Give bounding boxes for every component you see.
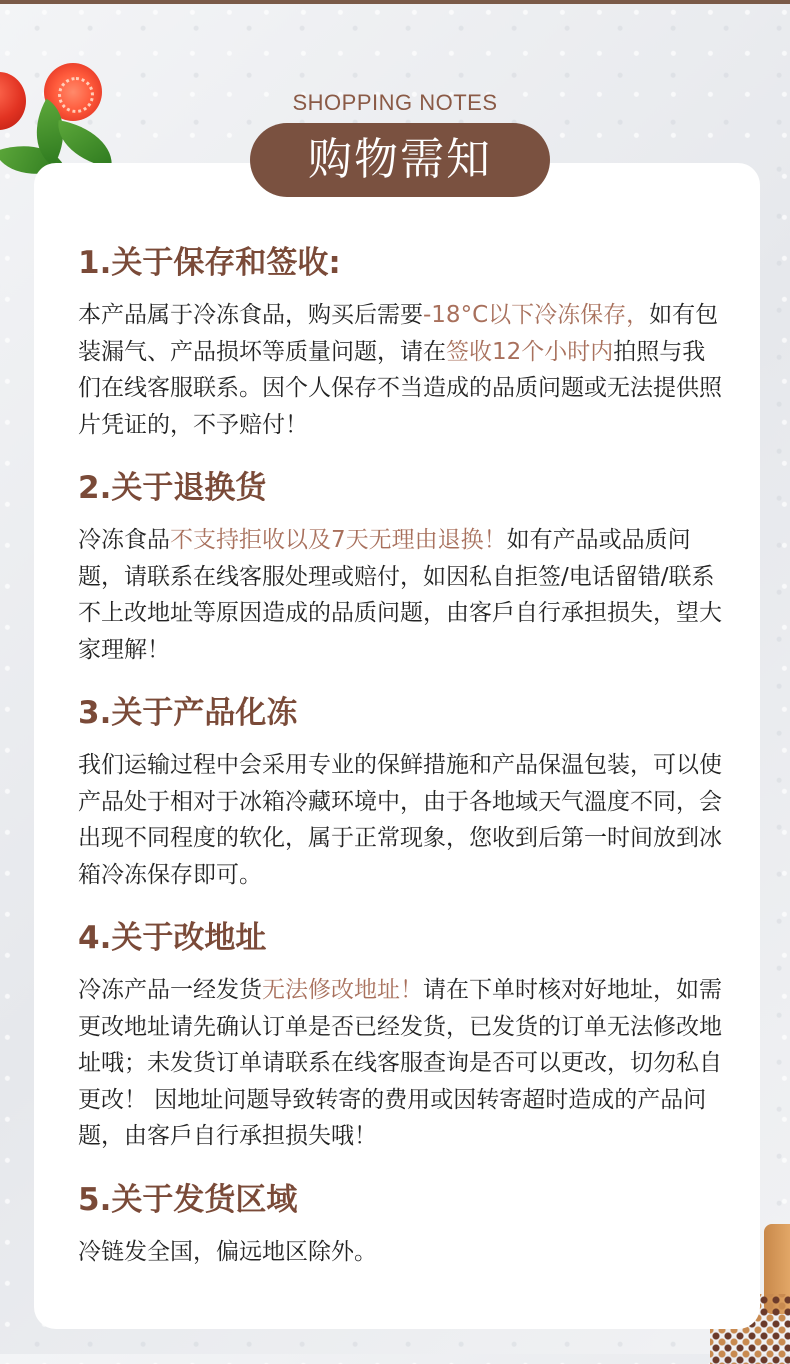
page-title: 购物需知 [250, 123, 550, 197]
highlight-text: -18°C以下冷冻保存， [423, 302, 650, 328]
section-title: 2.关于退换货 [78, 470, 267, 506]
body-text: 冷冻食品 [78, 527, 170, 553]
body-text: 如有包装漏气、产品损坏等质量问题，请在 [78, 302, 719, 365]
highlight-text: 无法修改地址！ [262, 977, 423, 1003]
section-title: 1.关于保存和签收: [78, 245, 341, 281]
section-thawing [78, 693, 728, 893]
highlight-text: 不支持拒收以及7天无理由退换！ [170, 527, 507, 553]
section-title: 4.关于改地址 [78, 920, 267, 956]
body-text: 冷冻产品一经发货 [78, 977, 262, 1003]
section-body [78, 972, 728, 1155]
section-body [78, 297, 728, 443]
body-text: 冷链发全国，偏远地区除外。 [78, 1239, 377, 1265]
body-text: 本产品属于冷冻食品，购买后需要 [78, 302, 423, 328]
section-address-change [78, 918, 728, 1155]
section-returns [78, 468, 728, 668]
body-text: 请在下单时核对好地址，如需更改地址请先确认订单是否已经发货，已发货的订单无法修改地址哦；未发货订单请联系在线客服查询是否可以更改，切勿私自更改！ 因地址问题导致转寄的费用或因转寄超时造成的产品问题，由客戶自行承担损失哦！ [78, 977, 722, 1149]
section-delivery-area [78, 1180, 728, 1271]
body-text: 如有产品或品质问题，请联系在线客服处理或赔付，如因私自拒签/电话留错/联系不上改地址等原因造成的品质问题，由客戶自行承担损失，望大家理解！ [78, 527, 722, 663]
top-band [0, 0, 790, 4]
section-body [78, 747, 728, 893]
highlight-text: 签收12个小时内 [446, 338, 614, 365]
page-subtitle: SHOPPING NOTES [292, 90, 498, 115]
body-text: 拍照与我们在线客服联系。因个人保存不当造成的品质问题或无法提供照片凭证的，不予赔付！ [78, 338, 722, 438]
section-body [78, 1234, 728, 1271]
section-body [78, 522, 728, 668]
section-title: 3.关于产品化冻 [78, 695, 298, 731]
section-storage [78, 243, 728, 443]
body-text: 我们运输过程中会采用专业的保鲜措施和产品保温包装，可以使产品处于相对于冰箱冷藏环境中，由于各地域天气溫度不同，会出现不同程度的软化，属于正常现象，您收到后第一时间放到冰 箱冷冻保存即可。 [78, 752, 722, 888]
section-title: 5.关于发货区域 [78, 1182, 298, 1218]
